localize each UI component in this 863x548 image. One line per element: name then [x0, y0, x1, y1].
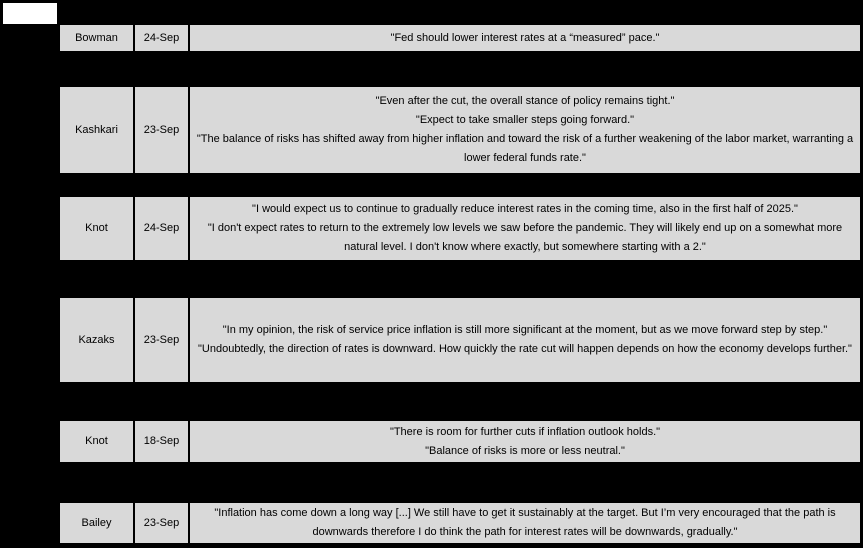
table-row: [0, 197, 863, 260]
quote-cell: [190, 25, 860, 51]
speaker-cell: Bowman: [60, 25, 133, 51]
quote-line: "There is room for further cuts if inflation outlook holds.": [389, 425, 661, 438]
speaker-cell: Knot: [60, 197, 133, 260]
table-row: [0, 421, 863, 462]
quote-cell: [190, 197, 860, 260]
speaker-cell: Bailey: [60, 503, 133, 543]
quote-line: "Inflation has come down a long way [...] We still have to get it sustainably at the target. But I’m very encouraged that the path is downwards therefore I do think the path for interest rates will be downwards, gradually.": [214, 507, 836, 538]
quote-line: "I don't expect rates to return to the extremely low levels we saw before the pandemic. They will likely end up on a somewhat more natural level. I don't know where exactly, but somewhere starting with a 2.": [207, 222, 843, 253]
quote-line: "Fed should lower interest rates at a “measured” pace.": [390, 31, 660, 44]
table-row: [0, 298, 863, 382]
quote-line: "Undoubtedly, the direction of rates is downward. How quickly the rate cut will happen depends on how the economy develops further.": [198, 343, 852, 355]
date-cell: 24-Sep: [135, 25, 188, 51]
date-cell: 23-Sep: [135, 503, 188, 543]
speaker-cell: Kazaks: [60, 298, 133, 382]
speaker-cell: Knot: [60, 421, 133, 462]
quote-line: "In my opinion, the risk of service price inflation is still more significant at the moment, but as we move forward step by step.": [222, 324, 828, 336]
date-cell: 23-Sep: [135, 87, 188, 173]
quote-line: "I would expect us to continue to gradually reduce interest rates in the coming time, also in the first half of 2025.": [252, 203, 798, 215]
quote-line: "Expect to take smaller steps going forward.": [415, 114, 635, 126]
quote-cell: [190, 87, 860, 173]
table-row: [0, 87, 863, 173]
quote-line: "The balance of risks has shifted away from higher inflation and toward the risk of a further weakening of the labor market, warranting a lower federal funds rate.": [196, 133, 854, 164]
quote-cell: [190, 298, 860, 382]
quote-cell: [190, 503, 860, 543]
date-cell: 24-Sep: [135, 197, 188, 260]
speaker-cell: Kashkari: [60, 87, 133, 173]
table-row: [0, 25, 863, 51]
quote-line: "Even after the cut, the overall stance of policy remains tight.": [375, 95, 675, 107]
date-cell: 18-Sep: [135, 421, 188, 462]
date-cell: 23-Sep: [135, 298, 188, 382]
quote-line: "Balance of risks is more or less neutral.": [425, 444, 625, 457]
quote-cell: [190, 421, 860, 462]
table-row: [0, 503, 863, 543]
blank-corner-box: [3, 3, 57, 24]
